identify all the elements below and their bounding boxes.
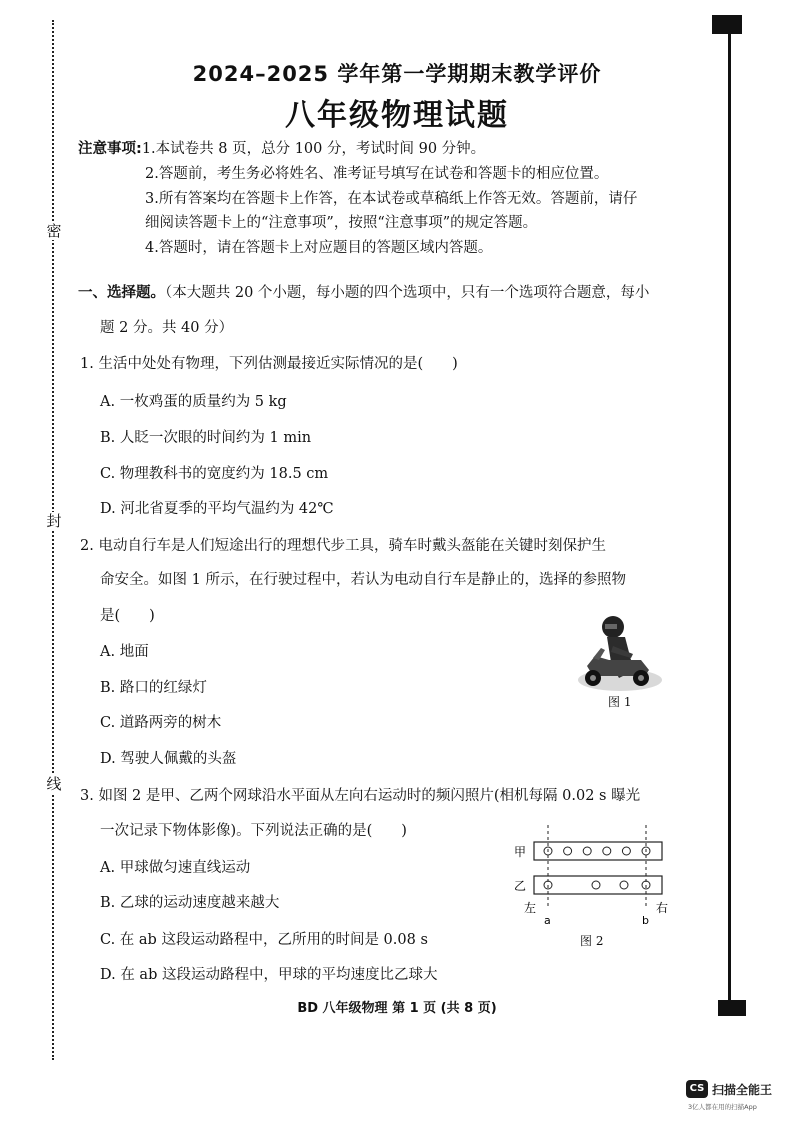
question-2-stem-2: 命安全。如图 1 所示，在行驶过程中，若认为电动自行车是静止的，选择的参照物 [100, 572, 626, 588]
question-2-stem-1: 2. 电动自行车是人们短途出行的理想代步工具，骑车时戴头盔能在关键时刻保护生 [80, 538, 606, 554]
page-footer: BD 八年级物理 第 1 页 (共 8 页) [297, 1001, 497, 1016]
question-1-option-c: C. 物理教科书的宽度约为 18.5 cm [100, 466, 329, 482]
binding-dotted-line [52, 20, 54, 1060]
exam-title: 2024–2025 学年第一学期期末教学评价 [192, 62, 602, 86]
figure-2-mark-b: b [642, 914, 649, 927]
section-heading: 一、选择题。（本大题共 20 个小题，每小题的四个选项中，只有一个选项符合题意，每小 [78, 285, 650, 301]
notice-line-5: 4.答题时，请在答题卡上对应题目的答题区域内答题。 [145, 240, 493, 256]
page-edge-bar [728, 30, 731, 1005]
section-desc-line-2: 题 2 分。共 40 分） [100, 320, 234, 336]
scanner-tagline: 3亿人都在用的扫描App [688, 1103, 757, 1111]
notice-line-3: 3.所有答案均在答题卡上作答，在本试卷或草稿纸上作答无效。答题前，请仔 [145, 191, 638, 207]
scanner-name: 扫描全能王 [712, 1083, 773, 1097]
question-1-option-a: A. 一枚鸡蛋的质量约为 5 kg [100, 394, 287, 410]
figure-2-caption: 图 2 [580, 934, 604, 948]
scanner-logo: CS [686, 1080, 708, 1098]
question-1-option-d: D. 河北省夏季的平均气温约为 42℃ [100, 501, 334, 517]
question-2-option-b: B. 路口的红绿灯 [100, 680, 207, 696]
question-3-option-d: D. 在 ab 这段运动路程中，甲球的平均速度比乙球大 [100, 967, 438, 983]
notice-line-2: 2.答题前，考生务必将姓名、准考证号填写在试卷和答题卡的相应位置。 [145, 166, 609, 182]
figure-1-scooter-illustration [575, 610, 665, 695]
figure-2-label-right: 右 [656, 901, 669, 915]
figure-1-caption: 图 1 [608, 695, 632, 709]
notice-line-1: 注意事项:1.本试卷共 8 页，总分 100 分，考试时间 90 分钟。 [78, 141, 486, 157]
question-2-option-c: C. 道路两旁的树木 [100, 715, 222, 731]
figure-2-label-yi: 乙 [514, 879, 527, 893]
question-3-stem-2: 一次记录下物体影像)。下列说法正确的是( ) [100, 823, 407, 839]
binding-char-xian: 线 [46, 775, 62, 793]
binding-char-mi: 密 [46, 222, 62, 240]
question-1-option-b: B. 人眨一次眼的时间约为 1 min [100, 430, 312, 446]
question-3-option-a: A. 甲球做匀速直线运动 [100, 860, 251, 876]
question-3-option-c: C. 在 ab 这段运动路程中，乙所用的时间是 0.08 s [100, 932, 428, 948]
notice-line-4: 细阅读答题卡上的“注意事项”，按照“注意事项”的规定答题。 [145, 215, 538, 231]
figure-2-strobe-diagram [510, 820, 680, 930]
registration-mark-top [712, 15, 742, 34]
subject-title: 八年级物理试题 [285, 98, 509, 133]
question-2-option-a: A. 地面 [100, 644, 149, 660]
question-3-option-b: B. 乙球的运动速度越来越大 [100, 895, 280, 911]
question-2-stem-3: 是( ) [100, 608, 155, 624]
figure-2-label-jia: 甲 [514, 845, 527, 859]
binding-char-feng: 封 [46, 512, 62, 530]
notice-label: 注意事项: [78, 141, 142, 157]
figure-2-label-left: 左 [524, 901, 537, 915]
question-3-stem-1: 3. 如图 2 是甲、乙两个网球沿水平面从左向右运动时的频闪照片(相机每隔 0.02 s 曝光 [80, 788, 641, 804]
question-2-option-d: D. 驾驶人佩戴的头盔 [100, 751, 237, 767]
question-1-stem: 1. 生活中处处有物理，下列估测最接近实际情况的是( ) [80, 356, 458, 372]
figure-2-mark-a: a [544, 914, 551, 927]
